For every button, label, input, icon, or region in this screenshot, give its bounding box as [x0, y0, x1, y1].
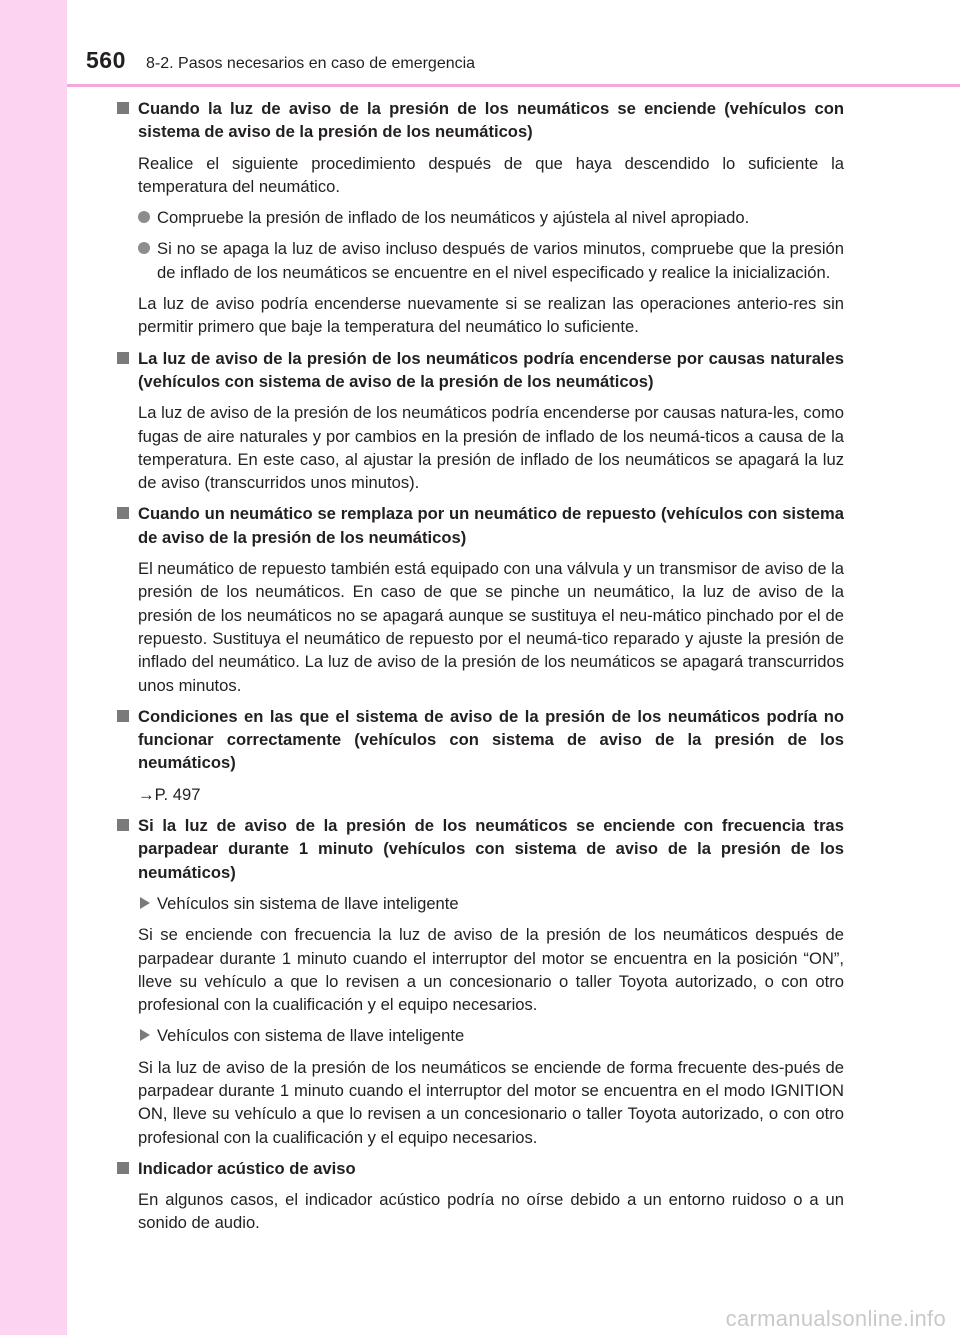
section-frequent-blinking: [117, 814, 844, 1149]
sub-heading: Vehículos con sistema de llave inteligente: [117, 1024, 844, 1047]
square-bullet-icon: [117, 819, 129, 831]
square-bullet-icon: [117, 507, 129, 519]
section-heading: La luz de aviso de la presión de los neumáticos podría encenderse por causas naturales (vehículos con sistema de aviso de la presión de los neumáticos): [117, 347, 844, 394]
list-item: Compruebe la presión de inflado de los neumáticos y ajústela al nivel apropiado.: [117, 206, 844, 229]
page-content: [117, 97, 844, 1243]
section-natural-causes: [117, 347, 844, 495]
page-reference-link[interactable]: →P. 497: [138, 784, 201, 804]
section-heading: Si la luz de aviso de la presión de los neumáticos se enciende con frecuencia tras parpadear durante 1 minuto (vehículos con sistema de aviso de la presión de los neumáticos): [117, 814, 844, 884]
header-rule: [67, 84, 960, 87]
sub-heading: Vehículos sin sistema de llave inteligente: [117, 892, 844, 915]
section-heading: Cuando la luz de aviso de la presión de los neumáticos se enciende (vehículos con sistema de aviso de la presión de los neumáticos): [117, 97, 844, 144]
section-outro: La luz de aviso podría encenderse nuevamente si se realizan las operaciones anterio-res sin permitir primero que baje la temperatura del neumático lo suficiente.: [138, 294, 844, 337]
square-bullet-icon: [117, 102, 129, 114]
square-bullet-icon: [117, 710, 129, 722]
triangle-bullet-icon: [140, 1029, 150, 1041]
circle-bullet-icon: [138, 211, 150, 223]
section-body: En algunos casos, el indicador acústico podría no oírse debido a un entorno ruidoso o a un sonido de audio.: [138, 1190, 844, 1233]
section-intro: Realice el siguiente procedimiento después de que haya descendido lo suficiente la temperatura del neumático.: [138, 153, 844, 196]
section-body: Si la luz de aviso de la presión de los neumáticos se enciende de forma frecuente des-pués de parpadear durante 1 minuto cuando el interruptor del motor se encuentra en el modo IGNITION ON, lleve su vehículo a que lo revisen a un concesionario o taller Toyota autorizado, o con otro profesional con la cualificación y el equipo necesarios.: [138, 1057, 844, 1147]
triangle-bullet-icon: [140, 897, 150, 909]
section-heading: Cuando un neumático se remplaza por un neumático de repuesto (vehículos con sistema de aviso de la presión de los neumáticos): [117, 502, 844, 549]
square-bullet-icon: [117, 352, 129, 364]
section-heading: Indicador acústico de aviso: [117, 1157, 844, 1180]
section-spare-tire: [117, 502, 844, 696]
side-color-band: [0, 0, 67, 1335]
section-body: La luz de aviso de la presión de los neumáticos podría encenderse por causas natura-les, como fugas de aire naturales y por cambios en la presión de inflado de los neumá-ticos a causa de la temperatura. En este caso, al ajustar la presión de inflado de los neumáticos se apagará la luz de aviso (transcurridos unos minutos).: [138, 403, 844, 493]
watermark: carmanualsonline.info: [725, 1306, 946, 1331]
section-warning-light-on: [117, 97, 844, 339]
section-warning-buzzer: [117, 1157, 844, 1235]
section-body: Si se enciende con frecuencia la luz de aviso de la presión de los neumáticos después de parpadear durante 1 minuto cuando el interruptor del motor se encuentra en la posición “ON”, lleve su vehículo a que lo revisen a un concesionario o taller Toyota autorizado, o con otro profesional con la cualificación y el equipo necesarios.: [138, 925, 844, 1015]
list-item: Si no se apaga la luz de aviso incluso después de varios minutos, compruebe que la presión de inflado de los neumáticos se encuentre en el nivel especificado y realice la inicialización.: [117, 237, 844, 284]
circle-bullet-icon: [138, 242, 150, 254]
page-number: 560: [86, 47, 126, 73]
section-body: El neumático de repuesto también está equipado con una válvula y un transmisor de aviso de la presión de los neumáticos. En caso de que se pinche un neumático, la luz de aviso de la presión de los neumáticos no se apagará aunque se sustituya el neu-mático pinchado por el de repuesto. Sustituya el neumático de repuesto por el neumá-tico reparado y ajuste la presión de inflado del neumático. La luz de aviso de la presión de los neumáticos se apagará transcurridos unos minutos.: [138, 559, 844, 695]
section-malfunction-conditions: [117, 705, 844, 806]
square-bullet-icon: [117, 1162, 129, 1174]
chapter-title: 8-2. Pasos necesarios en caso de emergencia: [146, 55, 476, 72]
section-heading: Condiciones en las que el sistema de aviso de la presión de los neumáticos podría no funcionar correctamente (vehículos con sistema de aviso de la presión de los neumáticos): [117, 705, 844, 775]
